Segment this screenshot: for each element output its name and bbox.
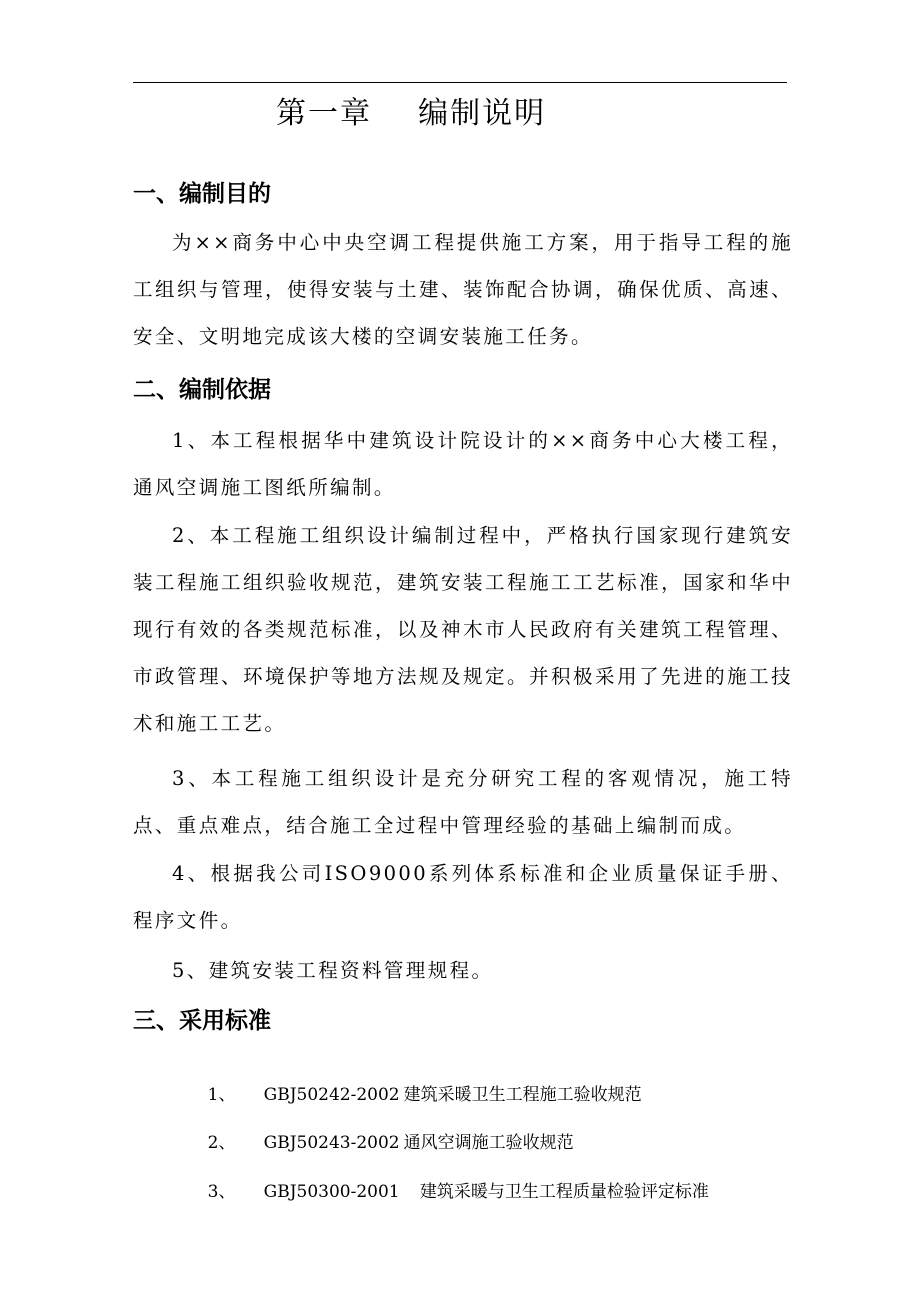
standard-name: 建筑采暖与卫生工程质量检验评定标准 <box>403 1182 709 1202</box>
standard-number: 2、 <box>207 1133 236 1153</box>
standard-number: 3、 <box>207 1182 236 1202</box>
standard-item <box>186 1153 709 1231</box>
standard-name: 建筑采暖卫生工程施工验收规范 <box>403 1085 642 1105</box>
standard-code: GBJ50242-2002 <box>263 1085 400 1105</box>
section-heading-purpose: 一、编制目的 <box>133 181 271 207</box>
paragraph-basis-2: 2、本工程施工组织设计编制过程中，严格执行国家现行建筑安装工程施工组织验收规范，建筑安装工程施工工艺标准，国家和华中现行有效的各类规范标准，以及神木市人民政府有关建筑工程管理、市政管理、环境保护等地方法规及规定。并积极采用了先进的施工技术和施工工艺。 <box>133 524 793 735</box>
standard-number: 1、 <box>207 1085 236 1105</box>
paragraph-purpose: 为××商务中心中央空调工程提供施工方案，用于指导工程的施工组织与管理，使得安装与土建、装饰配合协调，确保优质、高速、安全、文明地完成该大楼的空调安装施工任务。 <box>133 231 793 348</box>
paragraph-basis-5: 5、建筑安装工程资料管理规程。 <box>172 959 494 982</box>
standard-code: GBJ50300-2001 <box>263 1182 400 1202</box>
standard-code: GBJ50243-2002 <box>263 1133 400 1153</box>
paragraph-basis-3: 3、本工程施工组织设计是充分研究工程的客观情况，施工特点、重点难点，结合施工全过程中管理经验的基础上编制而成。 <box>133 767 793 837</box>
paragraph-basis-4: 4、根据我公司ISO9000系列体系标准和企业质量保证手册、程序文件。 <box>133 862 793 932</box>
section-heading-basis: 二、编制依据 <box>133 377 271 403</box>
header-rule <box>133 82 787 83</box>
chapter-title: 第一章 编制说明 <box>276 96 547 131</box>
standard-name: 通风空调施工验收规范 <box>403 1133 574 1153</box>
section-heading-standards: 三、采用标准 <box>133 1008 271 1034</box>
paragraph-basis-1: 1、本工程根据华中建筑设计院设计的××商务中心大楼工程，通风空调施工图纸所编制。 <box>133 429 793 499</box>
